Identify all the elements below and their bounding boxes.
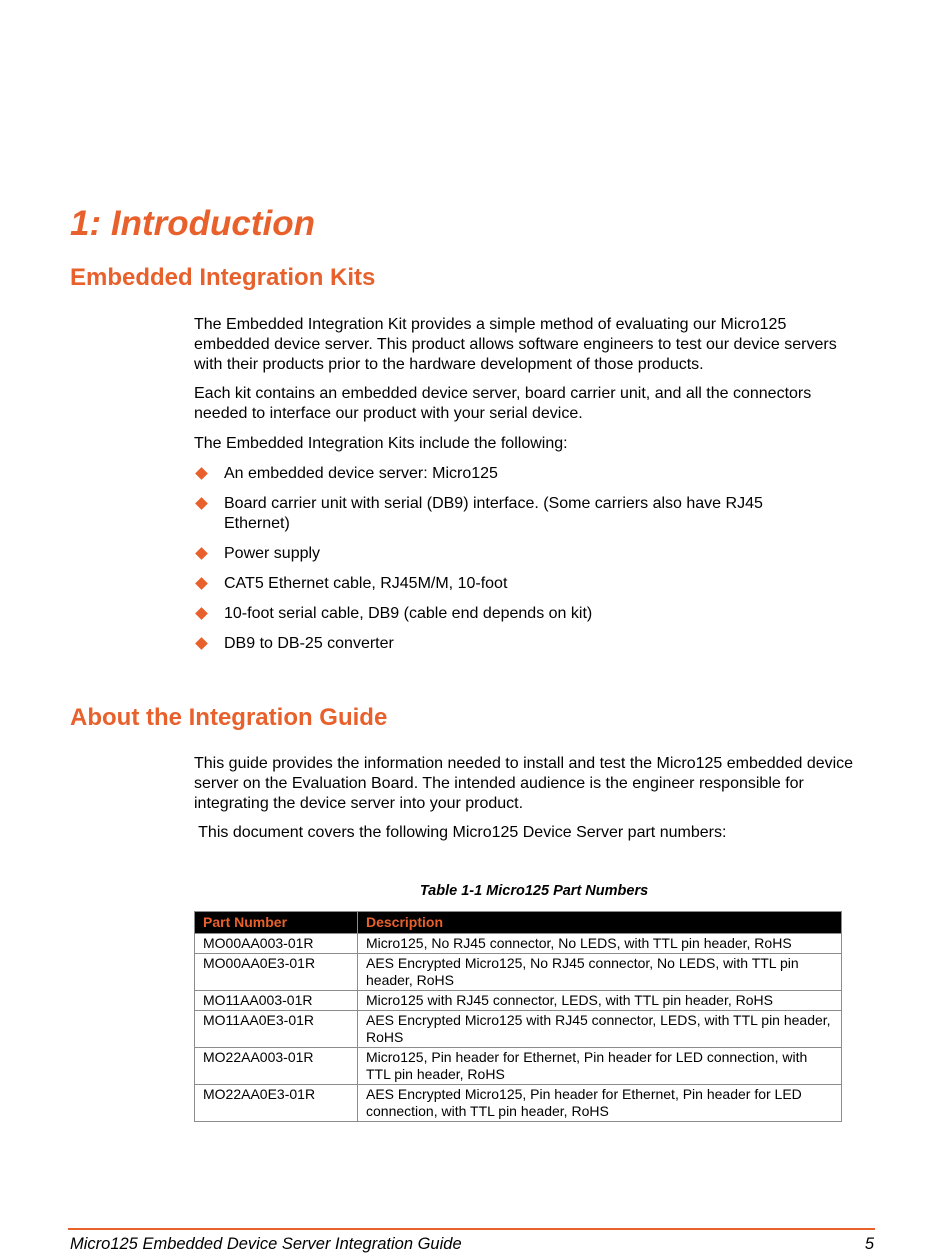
kit-list-item-text: An embedded device server: Micro125 — [224, 465, 498, 482]
kits-paragraph-2: Each kit contains an embedded device server, board carrier unit, and all the connectors needed to interface our product with your serial device. — [194, 385, 812, 422]
description-cell: AES Encrypted Micro125, Pin header for Ethernet, Pin header for LED connection, with TTL pin header, RoHS — [358, 1085, 842, 1122]
description-cell: Micro125, Pin header for Ethernet, Pin header for LED connection, with TTL pin header, RoHS — [358, 1048, 842, 1085]
part-number-cell: MO00AA003-01R — [195, 934, 358, 954]
guide-paragraph-1: This guide provides the information needed to install and test the Micro125 embedded device server on the Evaluation Board. The intended audience is the engineer responsible for integrating the device server into your product. — [194, 755, 854, 812]
table-row — [195, 991, 842, 1011]
footer-divider — [68, 1228, 875, 1230]
kit-list-item — [194, 494, 864, 534]
kit-list-item-text: CAT5 Ethernet cable, RJ45M/M, 10-foot — [224, 575, 508, 592]
diamond-bullet-icon — [195, 607, 208, 620]
kit-list-item — [194, 634, 864, 654]
description-cell: Micro125 with RJ45 connector, LEDS, with TTL pin header, RoHS — [358, 991, 842, 1011]
kits-paragraph-3: The Embedded Integration Kits include the following: — [194, 435, 568, 452]
table-row — [195, 1085, 842, 1122]
table-row — [195, 954, 842, 991]
kit-list-item-text: 10-foot serial cable, DB9 (cable end depends on kit) — [224, 605, 593, 622]
part-number-cell: MO22AA0E3-01R — [195, 1085, 358, 1122]
section-heading-guide: About the Integration Guide — [70, 704, 388, 731]
section-heading-kits: Embedded Integration Kits — [70, 264, 376, 291]
header-part-number: Part Number — [195, 912, 358, 934]
part-number-cell: MO00AA0E3-01R — [195, 954, 358, 991]
diamond-bullet-icon — [195, 577, 208, 590]
diamond-bullet-icon — [195, 547, 208, 560]
kit-list-item-text: Board carrier unit with serial (DB9) interface. (Some carriers also have RJ45 Ethernet) — [224, 495, 763, 532]
part-numbers-table — [194, 911, 842, 1122]
kits-paragraph-1: The Embedded Integration Kit provides a simple method of evaluating our Micro125 embedded device server. This product allows software engineers to test our device servers with their products prior to the hardware development of those products. — [194, 316, 837, 373]
table-header-row — [195, 912, 842, 934]
chapter-title: 1: Introduction — [70, 204, 315, 243]
kit-list-item — [194, 574, 864, 594]
diamond-bullet-icon — [195, 637, 208, 650]
kit-list-item-text: DB9 to DB-25 converter — [224, 635, 394, 652]
kit-list-item — [194, 604, 864, 624]
table-row — [195, 934, 842, 954]
table-row — [195, 1048, 842, 1085]
kit-list-item — [194, 464, 864, 484]
diamond-bullet-icon — [195, 467, 208, 480]
part-number-cell: MO11AA003-01R — [195, 991, 358, 1011]
description-cell: Micro125, No RJ45 connector, No LEDS, with TTL pin header, RoHS — [358, 934, 842, 954]
kit-list-item-text: Power supply — [224, 545, 321, 562]
footer-page-number: 5 — [864, 1235, 874, 1253]
table-row — [195, 1011, 842, 1048]
part-number-cell: MO11AA0E3-01R — [195, 1011, 358, 1048]
footer-document-title: Micro125 Embedded Device Server Integration Guide — [70, 1235, 462, 1253]
diamond-bullet-icon — [195, 497, 208, 510]
description-cell: AES Encrypted Micro125 with RJ45 connector, LEDS, with TTL pin header, RoHS — [358, 1011, 842, 1048]
description-cell: AES Encrypted Micro125, No RJ45 connector, No LEDS, with TTL pin header, RoHS — [358, 954, 842, 991]
part-number-cell: MO22AA003-01R — [195, 1048, 358, 1085]
table-caption: Table 1-1 Micro125 Part Numbers — [419, 883, 649, 899]
header-description: Description — [358, 912, 842, 934]
guide-paragraph-2: This document covers the following Micro125 Device Server part numbers: — [194, 824, 727, 841]
kit-list-item — [194, 544, 864, 564]
